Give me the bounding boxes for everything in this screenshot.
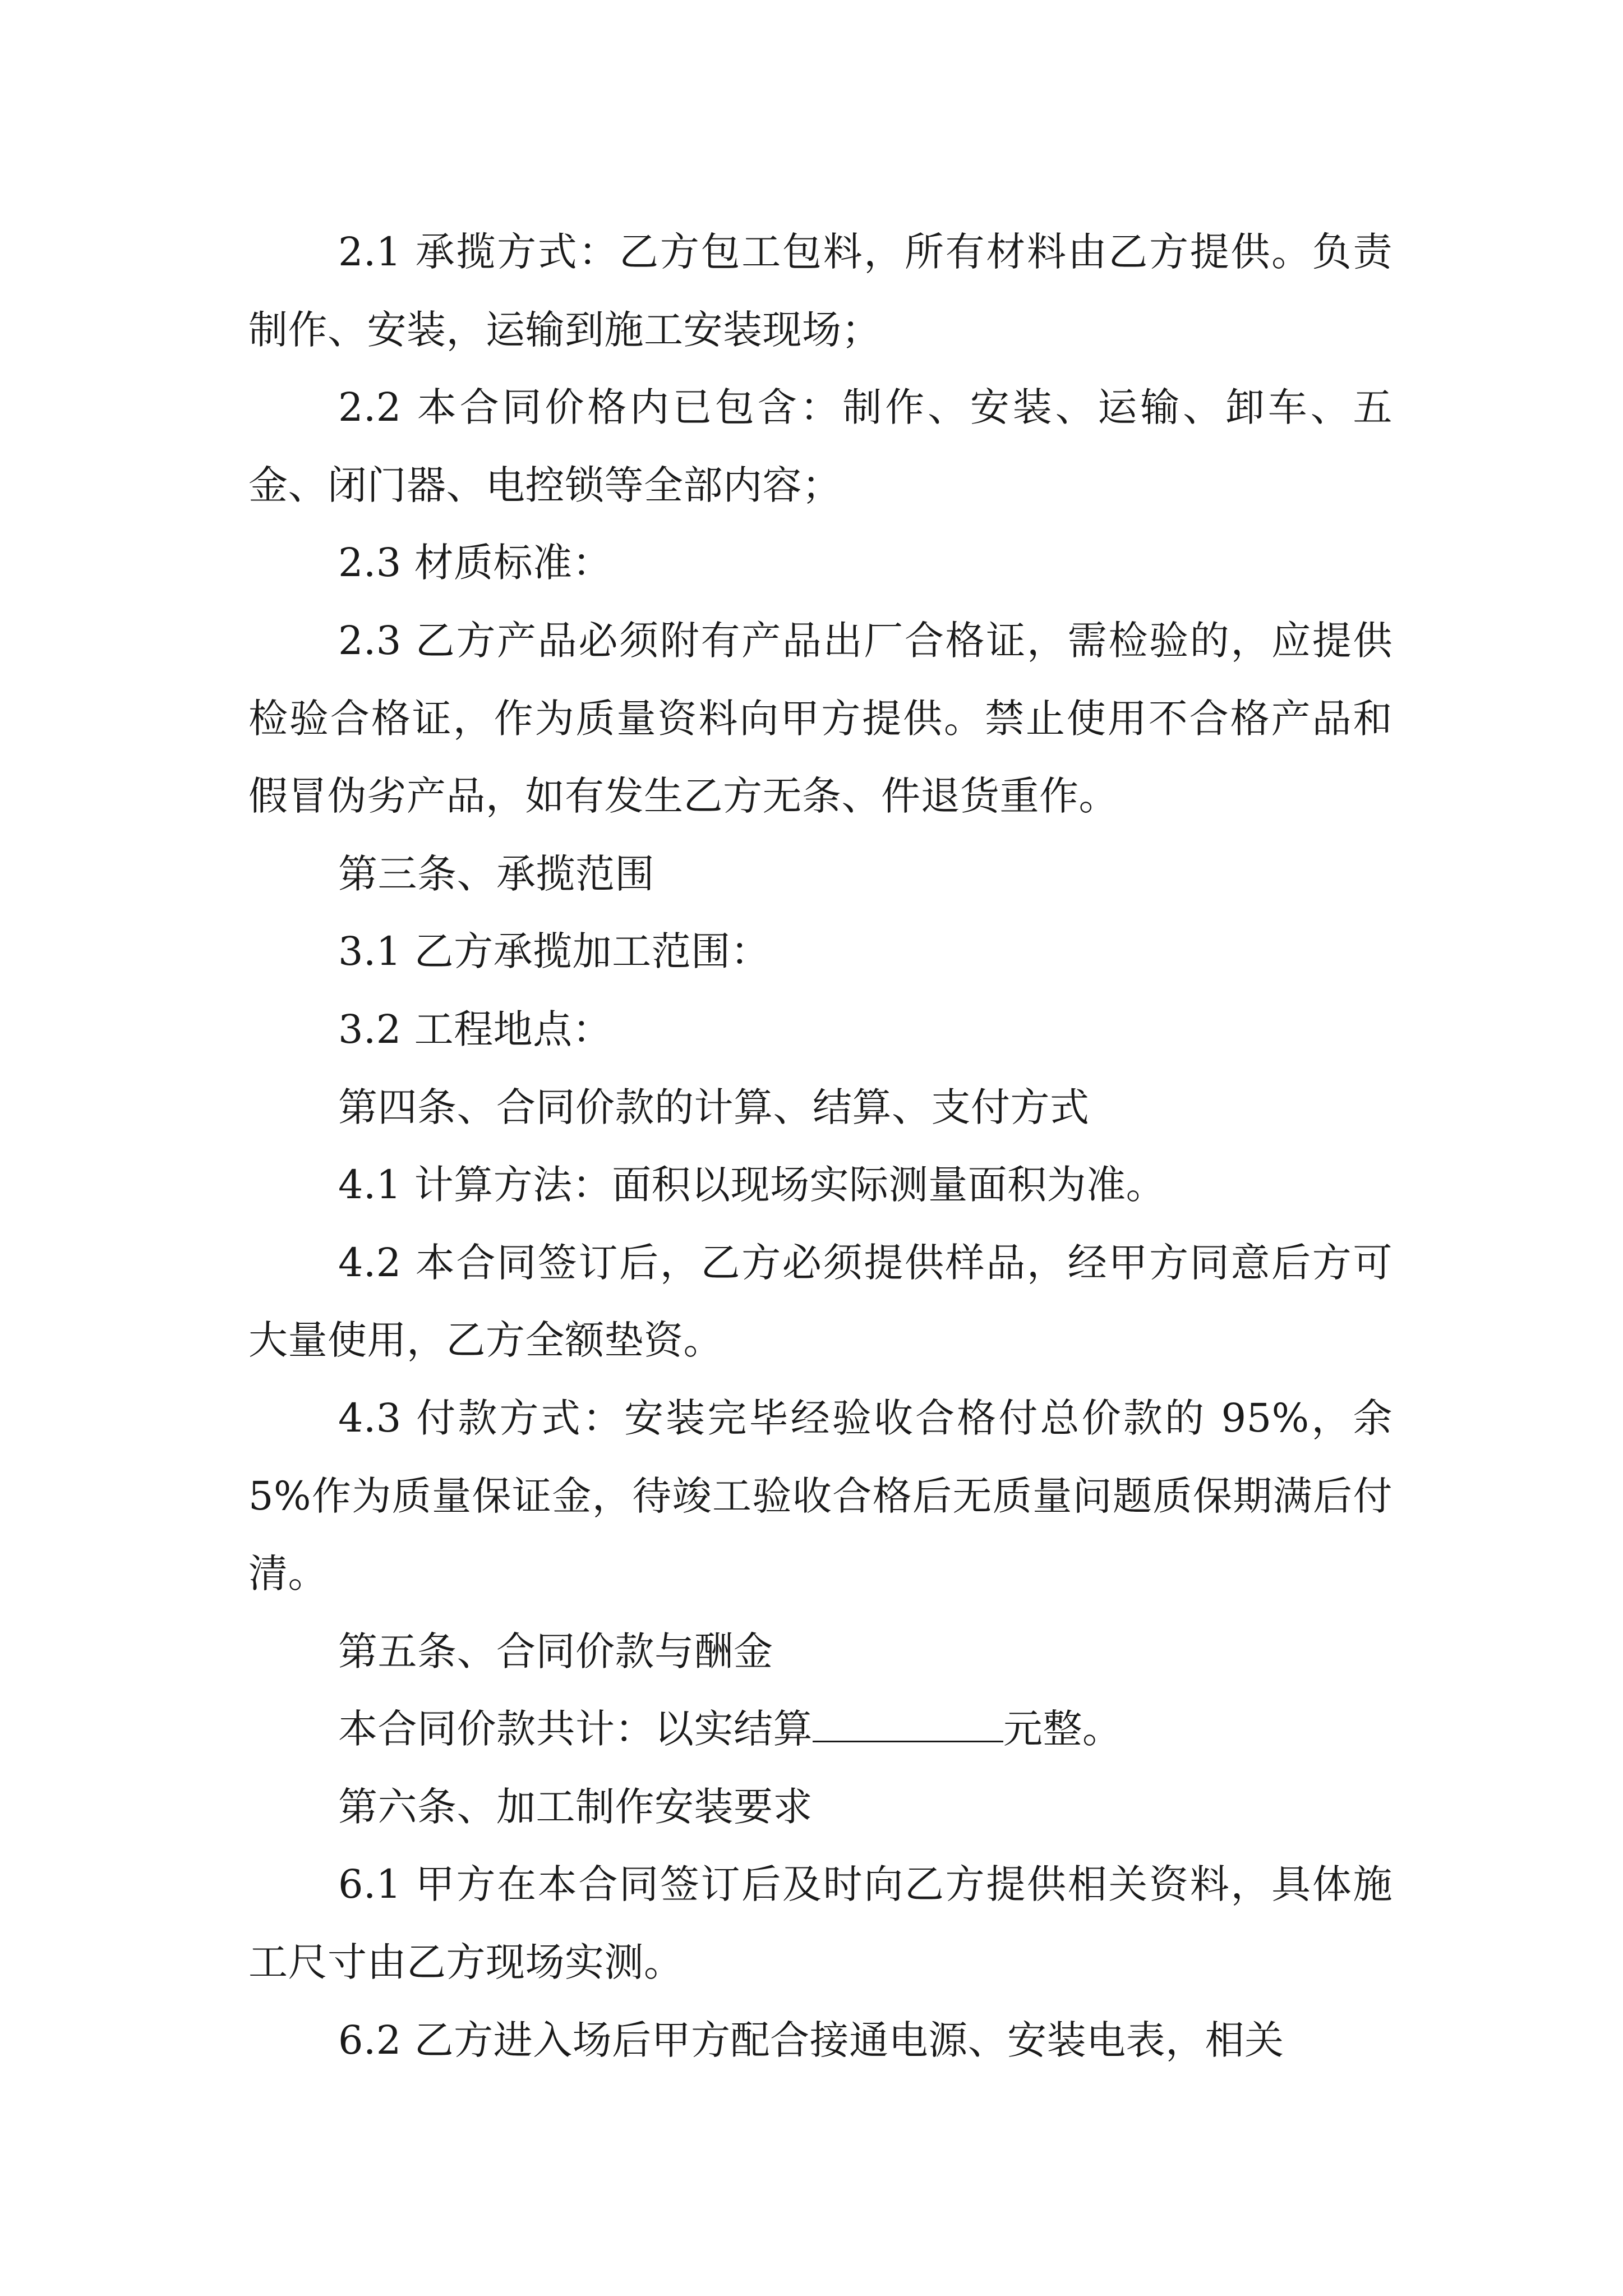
paragraph-3-1: 3.1 乙方承揽加工范围： [338, 928, 771, 975]
price-line [248, 1690, 1393, 1768]
paragraph-6-2: 6.2 乙方进入场后甲方配合接通电源、安装电表，相关 [338, 2017, 1284, 2063]
price-line-suffix: 元整。 [1003, 1706, 1122, 1752]
paragraph-6-1: 6.1 甲方在本合同签订后及时向乙方提供相关资料，具体施工尺寸由乙方现场实测。 [248, 1861, 1393, 1986]
article-4-heading: 第四条、合同价款的计算、结算、支付方式 [338, 1084, 1090, 1130]
price-blank [813, 1707, 1003, 1742]
paragraph-2-2: 2.2 本合同价格内已包含：制作、安装、运输、卸车、五金、闭门器、电控锁等全部内容； [248, 384, 1393, 508]
article-6-heading: 第六条、加工制作安装要求 [338, 1783, 813, 1830]
paragraph-4-2: 4.2 本合同签订后，乙方必须提供样品，经甲方同意后方可大量使用，乙方全额垫资。 [248, 1239, 1393, 1364]
paragraph-4-3: 4.3 付款方式：安装完毕经验收合格付总价款的 95%，余 5%作为质量保证金，待竣工验收合格后无质量问题质保期满后付清。 [248, 1395, 1393, 1597]
paragraph-2-3: 2.3 乙方产品必须附有产品出厂合格证，需检验的，应提供检验合格证，作为质量资料向甲方提供。禁止使用不合格产品和假冒伪劣产品，如有发生乙方无条、件退货重作。 [248, 617, 1393, 820]
document-body [248, 213, 1393, 2079]
paragraph-2-3-heading: 2.3 材质标准： [338, 540, 612, 586]
paragraph-2-1: 2.1 承揽方式：乙方包工包料，所有材料由乙方提供。负责制作、安装，运输到施工安装现场； [248, 229, 1393, 353]
article-5-heading: 第五条、合同价款与酬金 [338, 1628, 773, 1674]
article-3-heading: 第三条、承揽范围 [338, 850, 654, 897]
price-line-prefix: 本合同价款共计：以实结算 [338, 1706, 813, 1752]
paragraph-4-1: 4.1 计算方法：面积以现场实际测量面积为准。 [338, 1162, 1166, 1208]
paragraph-3-2: 3.2 工程地点： [338, 1006, 612, 1052]
